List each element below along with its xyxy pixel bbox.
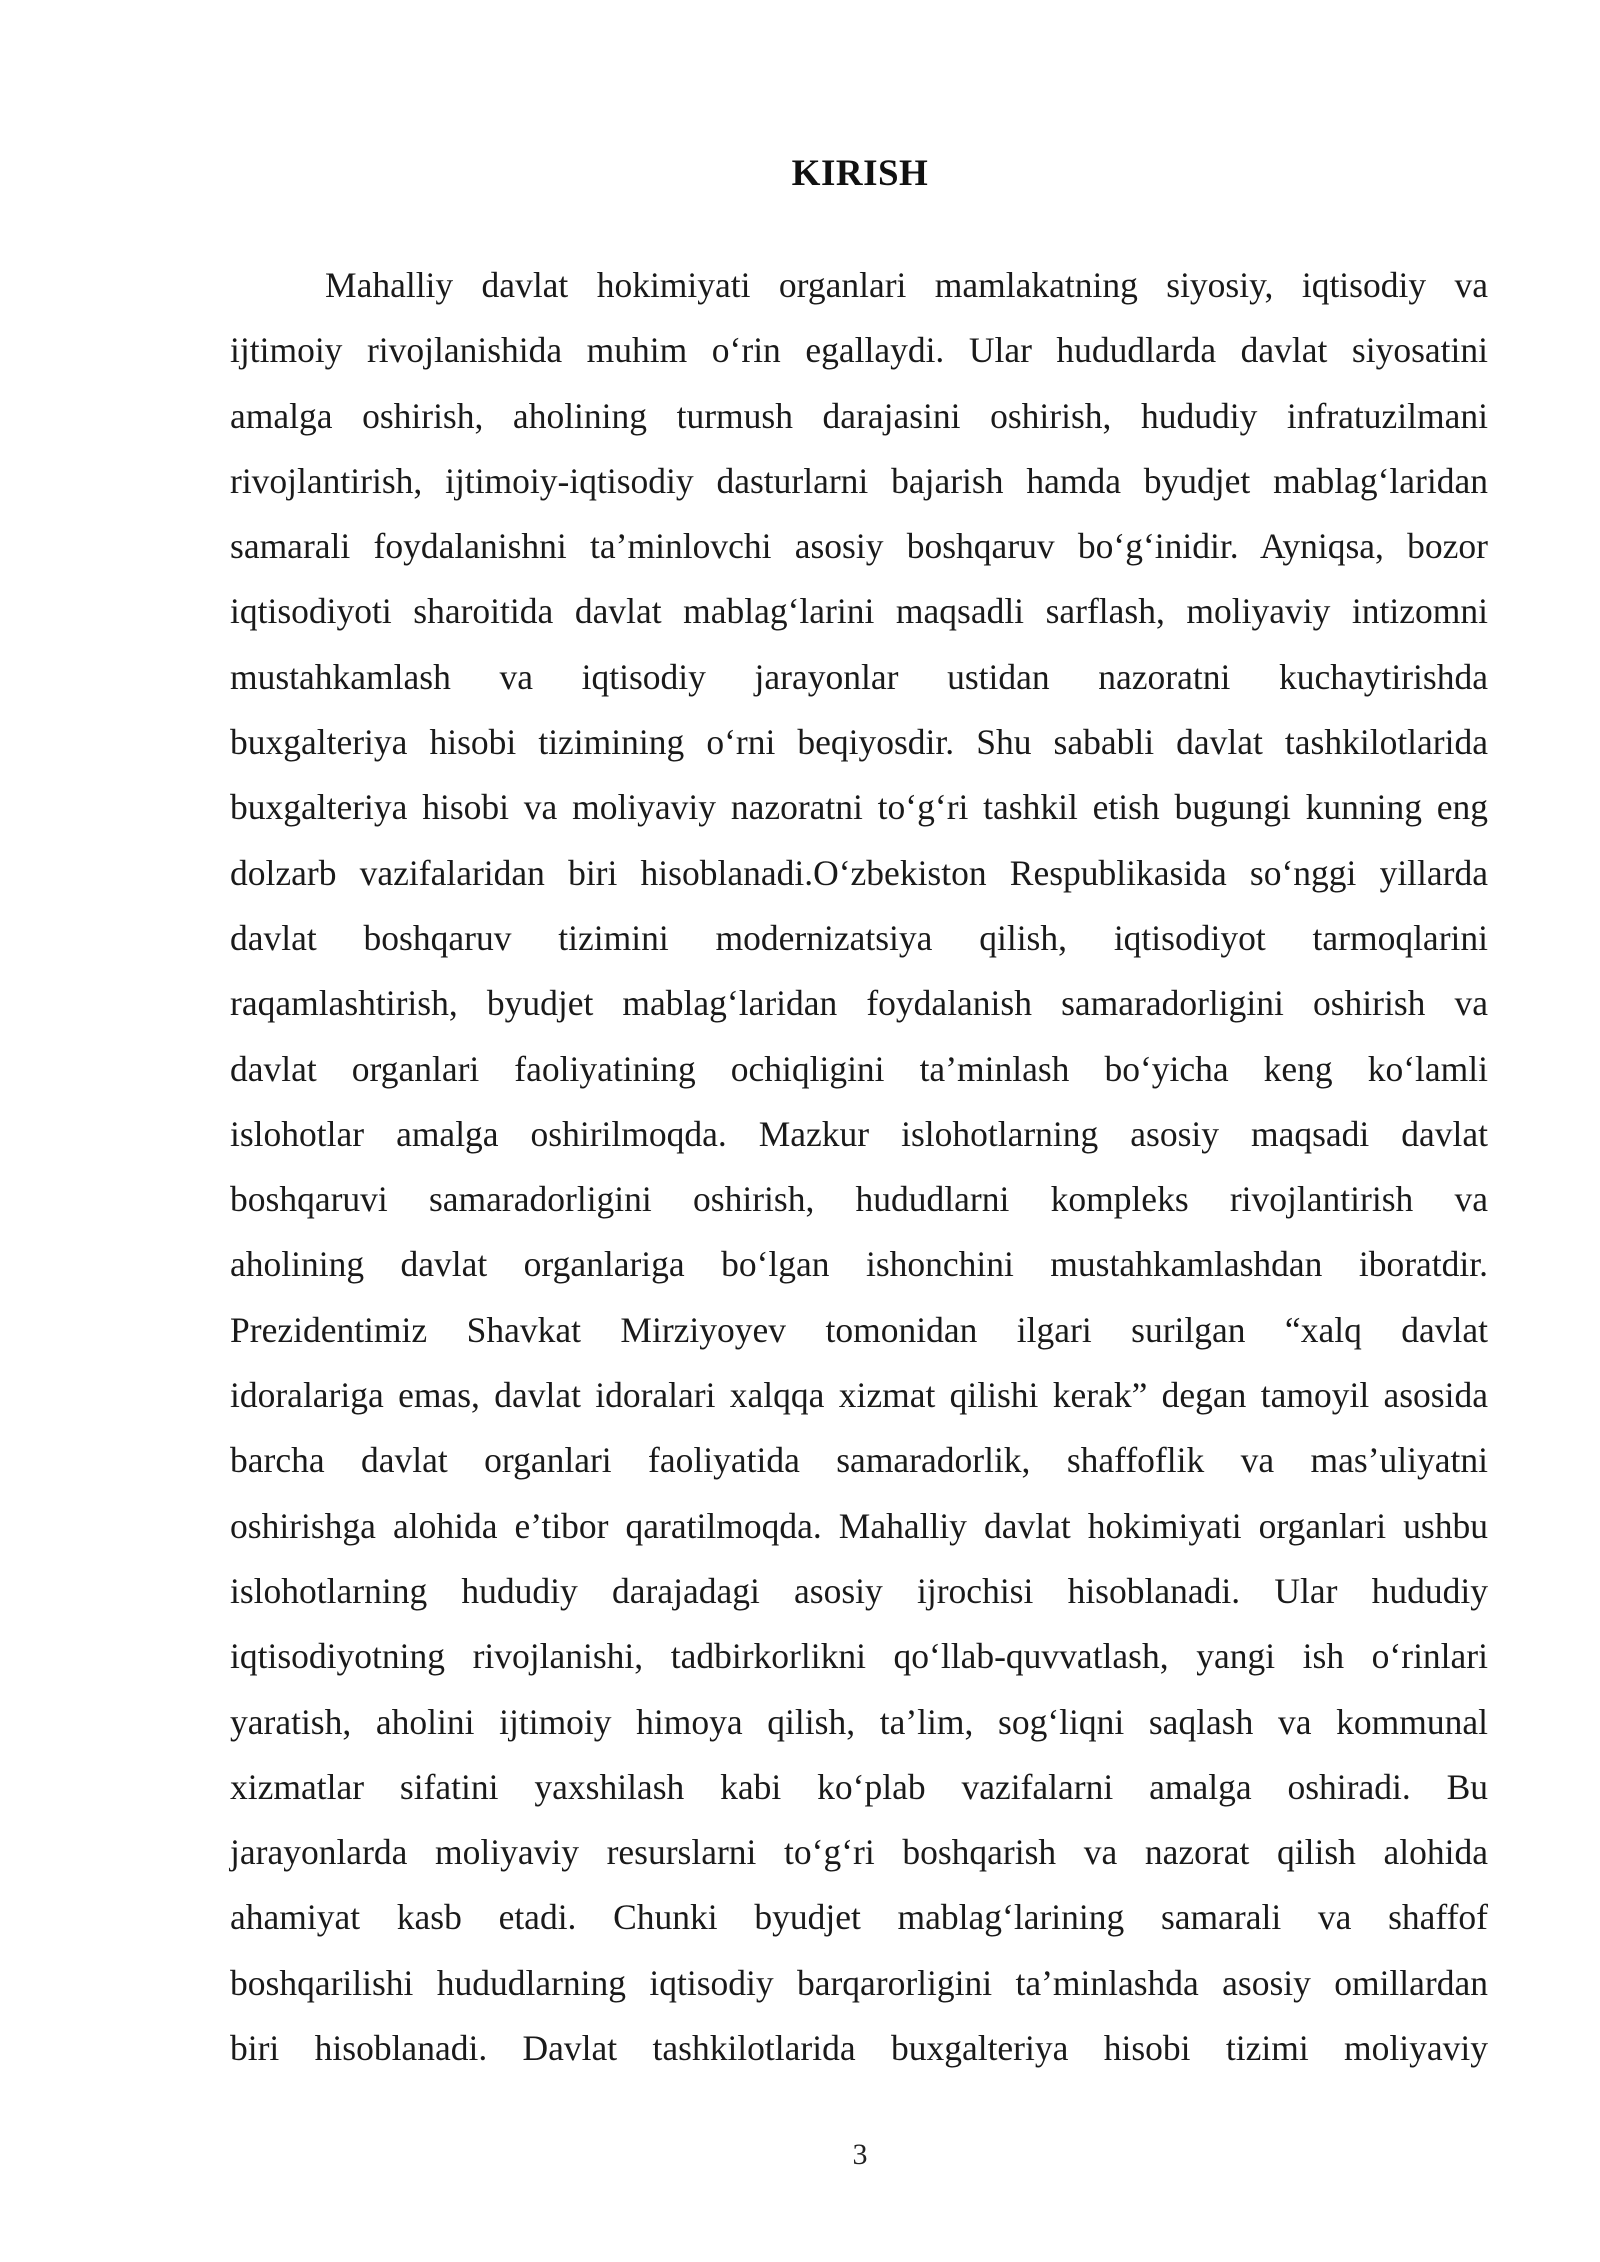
- text-line: amalga oshirish, aholining turmush darajasini oshirish, hududiy infratuzilmani: [230, 395, 1488, 436]
- text-line: samarali foydalanishni ta’minlovchi asosiy boshqaruv bo‘g‘inidir. Ayniqsa, bozor: [230, 526, 1488, 567]
- text-line: islohotlarning hududiy darajadagi asosiy ijrochisi hisoblanadi. Ular hududiy: [230, 1570, 1488, 1611]
- text-line: yaratish, aholini ijtimoiy himoya qilish, ta’lim, sog‘liqni saqlash va kommunal: [230, 1701, 1488, 1742]
- page-number: 3: [852, 2138, 868, 2171]
- text-line: ahamiyat kasb etadi. Chunki byudjet mablag‘larining samarali va shaffof: [230, 1897, 1488, 1938]
- text-line: buxgalteriya hisobi tizimining o‘rni beqiyosdir. Shu sababli davlat tashkilotlarida: [230, 722, 1488, 763]
- text-line: idoralariga emas, davlat idoralari xalqqa xizmat qilishi kerak” degan tamoyil asosida: [230, 1375, 1488, 1416]
- text-line: boshqaruvi samaradorligini oshirish, hududlarni kompleks rivojlantirish va: [230, 1179, 1488, 1220]
- text-line: biri hisoblanadi. Davlat tashkilotlarida buxgalteriya hisobi tizimi moliyaviy: [230, 2028, 1488, 2069]
- text-line: islohotlar amalga oshirilmoqda. Mazkur islohotlarning asosiy maqsadi davlat: [230, 1113, 1488, 1154]
- text-line: xizmatlar sifatini yaxshilash kabi ko‘plab vazifalarni amalga oshiradi. Bu: [230, 1766, 1488, 1807]
- text-line: davlat boshqaruv tizimini modernizatsiya qilish, iqtisodiyot tarmoqlarini: [230, 917, 1488, 958]
- section-heading: KIRISH: [791, 153, 929, 194]
- text-line: Mahalliy davlat hokimiyati organlari mamlakatning siyosiy, iqtisodiy va: [325, 265, 1488, 305]
- text-line: jarayonlarda moliyaviy resurslarni to‘g‘ri boshqarish va nazorat qilish alohida: [230, 1832, 1488, 1873]
- text-line: ijtimoiy rivojlanishida muhim o‘rin egallaydi. Ular hududlarda davlat siyosatini: [230, 330, 1488, 371]
- text-line: barcha davlat organlari faoliyatida samaradorlik, shaffoflik va mas’uliyatni: [230, 1440, 1488, 1481]
- body-paragraph: [230, 253, 1488, 2081]
- text-line: Prezidentimiz Shavkat Mirziyoyev tomonidan ilgari surilgan “xalq davlat: [230, 1309, 1488, 1350]
- text-line: iqtisodiyotning rivojlanishi, tadbirkorlikni qo‘llab-quvvatlash, yangi ish o‘rinlari: [230, 1636, 1488, 1677]
- text-line: buxgalteriya hisobi va moliyaviy nazoratni to‘g‘ri tashkil etish bugungi kunning eng: [230, 787, 1488, 828]
- text-line: dolzarb vazifalaridan biri hisoblanadi.O‘zbekiston Respublikasida so‘nggi yillarda: [230, 852, 1488, 893]
- text-line: raqamlashtirish, byudjet mablag‘laridan foydalanish samaradorligini oshirish va: [230, 983, 1488, 1024]
- text-line: mustahkamlash va iqtisodiy jarayonlar ustidan nazoratni kuchaytirishda: [230, 656, 1488, 697]
- text-line: iqtisodiyoti sharoitida davlat mablag‘larini maqsadli sarflash, moliyaviy intizomni: [230, 591, 1488, 632]
- text-line: oshirishga alohida e’tibor qaratilmoqda. Mahalliy davlat hokimiyati organlari ushbu: [230, 1505, 1488, 1546]
- text-line: davlat organlari faoliyatining ochiqligini ta’minlash bo‘yicha keng ko‘lamli: [230, 1048, 1488, 1089]
- text-line: boshqarilishi hududlarning iqtisodiy barqarorligini ta’minlashda asosiy omillardan: [230, 1962, 1488, 2003]
- text-line: aholining davlat organlariga bo‘lgan ishonchini mustahkamlashdan iboratdir.: [230, 1244, 1488, 1285]
- text-line: rivojlantirish, ijtimoiy-iqtisodiy dasturlarni bajarish hamda byudjet mablag‘laridan: [230, 460, 1488, 501]
